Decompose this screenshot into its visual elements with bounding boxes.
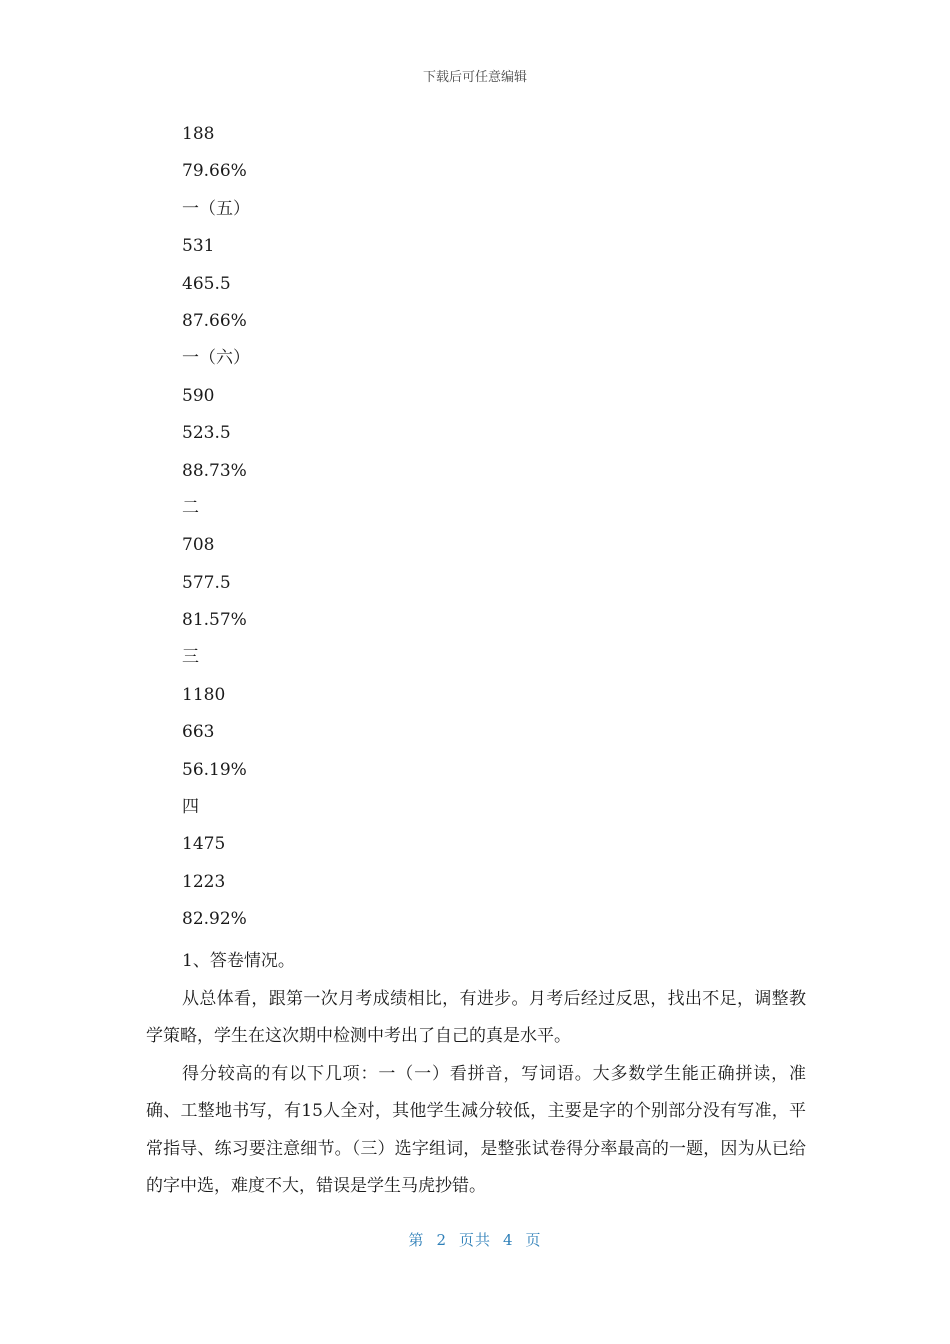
value-line: 1475 xyxy=(182,834,226,855)
value-line: 87.66% xyxy=(182,310,247,331)
page-header: 下载后可任意编辑 xyxy=(422,70,527,85)
page-number: 2 xyxy=(436,1231,447,1249)
value-line: 577.5 xyxy=(182,572,231,593)
value-line: 三 xyxy=(182,647,199,668)
value-line: 56.19% xyxy=(182,759,247,780)
body-text xyxy=(146,943,806,1206)
paragraph: 从总体看，跟第一次月考成绩相比，有进步。月考后经过反思，找出不足，调整教学策略，学生在这次期中检测中考出了自己的真是水平。 xyxy=(146,988,806,1046)
value-line: 663 xyxy=(182,722,215,743)
value-line: 81.57% xyxy=(182,610,247,631)
footer-suffix: 页 xyxy=(525,1231,542,1249)
value-line: 531 xyxy=(182,236,215,257)
value-line: 82.92% xyxy=(182,909,247,930)
value-line: 1223 xyxy=(182,871,226,892)
value-line: 79.66% xyxy=(182,161,247,182)
value-list xyxy=(182,121,582,944)
value-line: 590 xyxy=(182,385,215,406)
value-line: 708 xyxy=(182,535,215,556)
value-line: 465.5 xyxy=(182,273,231,294)
value-line: 四 xyxy=(182,797,199,818)
value-line: 523.5 xyxy=(182,423,231,444)
footer-prefix: 第 xyxy=(408,1231,425,1249)
paragraph: 得分较高的有以下几项：一（一）看拼音，写词语。大多数学生能正确拼读，准确、工整地书写，有15人全对，其他学生减分较低，主要是字的个别部分没有写准，平常指导、练习要注意细节。（三）选字组词，是整张试卷得分率最高的一题，因为从已给的字中选，难度不大，错误是学生马虎抄错。 xyxy=(146,1063,806,1196)
footer-middle: 页共 xyxy=(458,1231,491,1249)
total-pages: 4 xyxy=(503,1231,514,1249)
value-line: 88.73% xyxy=(182,460,247,481)
value-line: 一（六） xyxy=(182,348,250,369)
section-heading: 1、答卷情况。 xyxy=(182,951,295,971)
value-line: 188 xyxy=(182,124,215,144)
page-footer xyxy=(0,1229,950,1250)
value-line: 二 xyxy=(182,497,199,518)
value-line: 一（五） xyxy=(182,198,250,219)
value-line: 1180 xyxy=(182,684,226,705)
